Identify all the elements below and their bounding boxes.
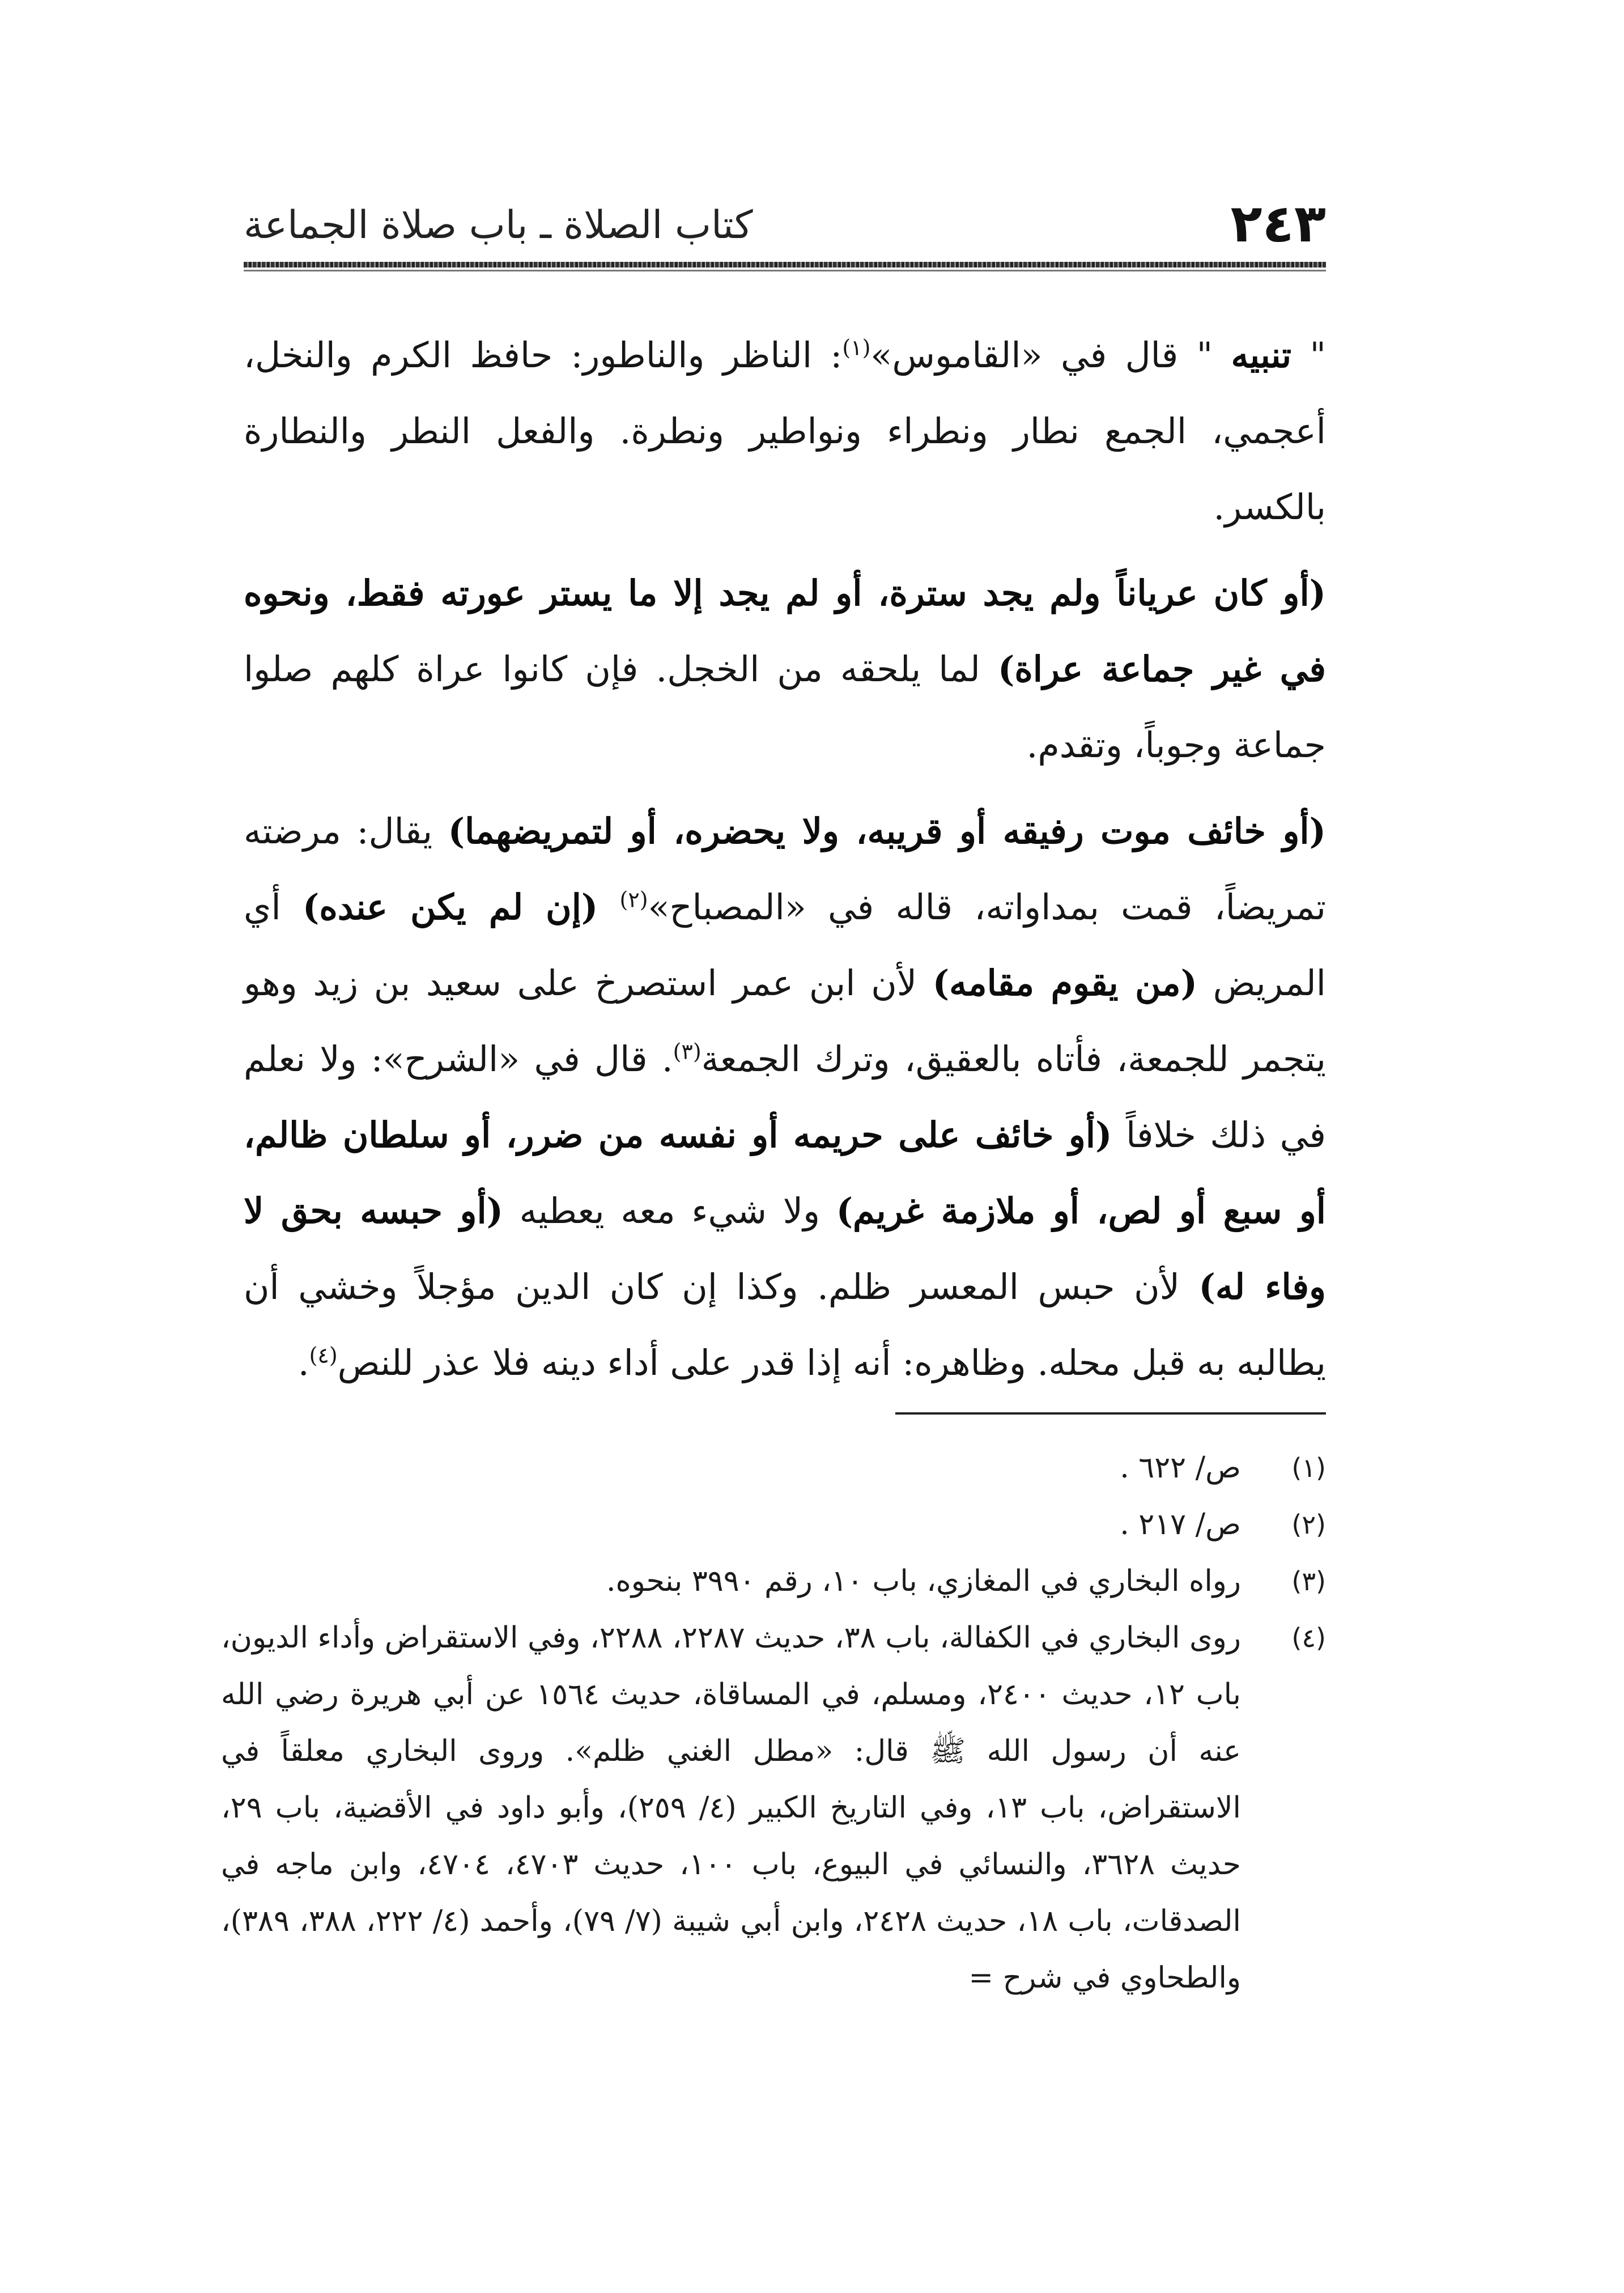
footnotes	[221, 1440, 1326, 2006]
body-text	[244, 317, 1326, 1411]
footnote-text: ص/ ٦٢٢ .	[1120, 1451, 1241, 1485]
matn-text: (أو حبسه بحق لا وفاء له)	[244, 1190, 1326, 1307]
header-rule	[244, 262, 1326, 267]
footnote-2	[221, 1496, 1326, 1553]
footnote-text: ص/ ٢١٧ .	[1120, 1508, 1241, 1542]
paragraph-naked-excuse	[244, 555, 1326, 783]
footnote-marker: (٤)	[309, 1343, 338, 1368]
matn-text: (من يقوم مقامه)	[932, 962, 1197, 1004]
footnote-separator	[895, 1412, 1326, 1415]
commentary-text: يقال: مرضته تمريضاً، قمت بمداواته، قاله في «المصباح»	[244, 810, 1326, 928]
footnote-marker: (٢)	[619, 887, 648, 912]
page-number: ٢٤٣	[1230, 193, 1326, 254]
commentary-text: لأن حبس المعسر ظلم. وكذا إن كان الدين مؤجلاً وخشي أن يطالبه به قبل محله. وظاهره: أنه إذا قدر على أداء دينه فلا عذر للنص	[244, 1266, 1326, 1383]
commentary-text: " قال في «القاموس»	[870, 334, 1231, 376]
commentary-text: أي المريض	[244, 886, 1326, 1004]
commentary-text: . قال في «الشرح»: ولا نعلم في ذلك خلافاً	[244, 1038, 1326, 1156]
commentary-text: "	[1291, 334, 1327, 376]
footnote-marker: (١)	[842, 335, 871, 360]
commentary-text: لأن ابن عمر استصرخ على سعيد بن زيد وهو يتجمر للجمعة، فأتاه بالعقيق، وترك الجمعة	[244, 962, 1326, 1080]
matn-text: (أو كان عرياناً ولم يجد سترة، أو لم يجد إلا ما يستر عورته فقط، ونحوه في غير جماعة عراة)	[244, 572, 1326, 690]
commentary-text: ولا شيء معه يعطيه	[503, 1190, 836, 1232]
paragraph-note	[244, 317, 1326, 545]
commentary-text: : الناظر والناطور: حافظ الكرم والنخل، أعجمي، الجمع نطار ونطراء ونواطير ونطرة. والفعل النطر والنطارة بالكسر.	[244, 334, 1326, 528]
paragraph-fear-excuse	[244, 793, 1326, 1401]
footnote-number: (٣)	[1291, 1566, 1326, 1596]
footnote-number: (٤)	[1291, 1623, 1326, 1653]
matn-text: (أو خائف موت رفيقه أو قريبه، ولا يحضره، أو لتمريضهما)	[448, 810, 1326, 852]
commentary-text	[598, 886, 619, 928]
commentary-text: .	[297, 1342, 309, 1383]
matn-text: (أو خائف على حريمه أو نفسه من ضرر، أو سلطان ظالم، أو سبع أو لص، أو ملازمة غريم)	[244, 1114, 1326, 1232]
footnote-1	[221, 1440, 1326, 1496]
matn-text: تنبيه	[1231, 334, 1292, 376]
footnote-text: روى البخاري في الكفالة، باب ٣٨، حديث ٢٢٨٧، ٢٢٨٨، وفي الاستقراض وأداء الديون، باب ١٢، حديث ٢٤٠٠، ومسلم، في المساقاة، حديث ١٥٦٤ عن أبي هريرة رضي الله عنه أن رسول الله ﷺ قال: «مطل الغني ظلم». وروى البخاري معلقاً في الاستقراض، باب ١٣، وفي التاريخ الكبير (٤/ ٢٥٩)، وأبو داود في الأقضية، باب ٢٩، حديث ٣٦٢٨، والنسائي في البيوع، باب ١٠٠، حديث ٤٧٠٣، ٤٧٠٤، وابن ماجه في الصدقات، باب ١٨، حديث ٢٤٢٨، وابن أبي شيبة (٧/ ٧٩)، وأحمد (٤/ ٢٢٢، ٣٨٨، ٣٨٩)، والطحاوي في شرح =	[221, 1621, 1242, 1995]
footnote-3	[221, 1553, 1326, 1610]
footnote-number: (٢)	[1291, 1509, 1326, 1540]
running-title: كتاب الصلاة ـ باب صلاة الجماعة	[244, 203, 753, 248]
matn-text: (إن لم يكن عنده)	[302, 886, 598, 928]
footnote-text: رواه البخاري في المغازي، باب ١٠، رقم ٣٩٩٠ بنحوه.	[606, 1564, 1241, 1598]
page-header	[244, 190, 1326, 264]
commentary-text: لما يلحقه من الخجل. فإن كانوا عراة كلهم صلوا جماعة وجوباً، وتقدم.	[244, 648, 1326, 766]
header-rule-thin	[244, 270, 1326, 271]
footnote-number: (١)	[1291, 1453, 1326, 1483]
footnote-marker: (٣)	[673, 1039, 702, 1064]
footnote-4	[221, 1610, 1326, 2006]
